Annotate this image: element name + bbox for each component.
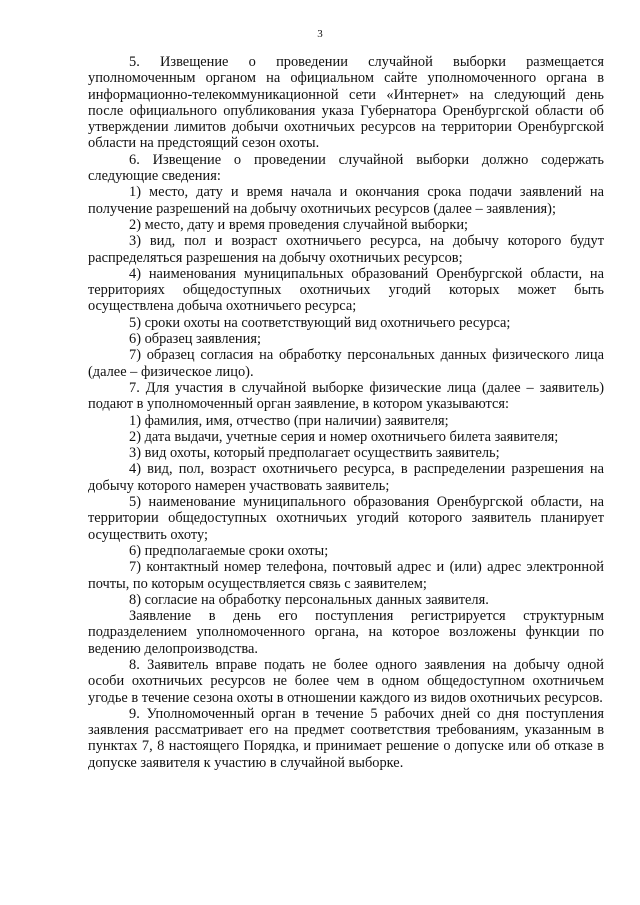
list-item: 6) предполагаемые сроки охоты; (129, 542, 329, 559)
document-body (88, 54, 604, 771)
list-item: 1) место, дату и время начала и окончания срока подачи заявлений на получение разрешений на добычу охотничьих ресурсов (далее – заявления); (88, 184, 604, 217)
list-item: 8) согласие на обработку персональных данных заявителя. (129, 591, 489, 608)
list-item: 2) место, дату и время проведения случайной выборки; (129, 216, 469, 233)
paragraph-9-review-decision: 9. Уполномоченный орган в течение 5 рабочих дней со дня поступления заявления рассматривает его на предмет соответствия требованиям, указанным в пунктах 7, 8 настоящего Порядка, и принимает решение о допуске или об отказе в допуске заявителя к участию в случайной выборке. (88, 705, 604, 771)
list-item: 3) вид охоты, который предполагает осуществить заявитель; (129, 445, 500, 462)
list-item: 6) образец заявления; (129, 331, 261, 348)
list-item: 7) образец согласия на обработку персональных данных физического лица (далее – физическое лицо). (88, 347, 604, 380)
list-item: 3) вид, пол и возраст охотничьего ресурса, на добычу которого будут распределяться разрешения на добычу охотничьих ресурсов; (88, 233, 604, 266)
paragraph-6-notice-contents: 6. Извещение о проведении случайной выборки должно содержать следующие сведения: (88, 151, 604, 185)
list-item: 2) дата выдачи, учетные серия и номер охотничьего билета заявителя; (129, 428, 559, 445)
list-item: 1) фамилия, имя, отчество (при наличии) заявителя; (129, 412, 449, 429)
page-number: 3 (317, 28, 323, 40)
paragraph-application-registration: Заявление в день его поступления регистрируется структурным подразделением уполномоченного органа, на которое возложены функции по ведению делопроизводства. (88, 608, 604, 657)
list-item: 4) наименования муниципальных образований Оренбургской области, на территориях общедоступных охотничьих угодий которых может быть осуществлена добыча охотничьего ресурса; (88, 265, 604, 315)
list-item: 5) сроки охоты на соответствующий вид охотничьего ресурса; (129, 314, 511, 331)
list-item: 4) вид, пол, возраст охотничьего ресурса, в распределении разрешения на добычу которого намерен участвовать заявитель; (88, 461, 604, 494)
list-item: 7) контактный номер телефона, почтовый адрес и (или) адрес электронной почты, по которым осуществляется связь с заявителем; (88, 559, 604, 592)
list-item: 5) наименование муниципального образования Оренбургской области, на территории общедоступных охотничьих угодий которого заявитель планирует осуществить охоту; (88, 494, 604, 543)
paragraph-5-notice-publication: 5. Извещение о проведении случайной выборки размещается уполномоченным органом на официальном сайте уполномоченного органа в информационно-телекоммуникационной сети «Интернет» на следующий день после официального опубликования указа Губернатора Оренбургской области об утверждении лимитов добычи охотничьих ресурсов на территории Оренбургской области на предстоящий сезон охоты. (88, 54, 604, 152)
paragraph-8-application-limit: 8. Заявитель вправе подать не более одного заявления на добычу одной особи охотничьих ресурсов не более чем в одном общедоступном охотничьем угодье в течение сезона охоты в отношении каждого из видов охотничьих ресурсов. (88, 656, 604, 706)
paragraph-7-application-contents: 7. Для участия в случайной выборке физические лица (далее – заявитель) подают в уполномоченный орган заявление, в котором указываются: (88, 379, 604, 413)
